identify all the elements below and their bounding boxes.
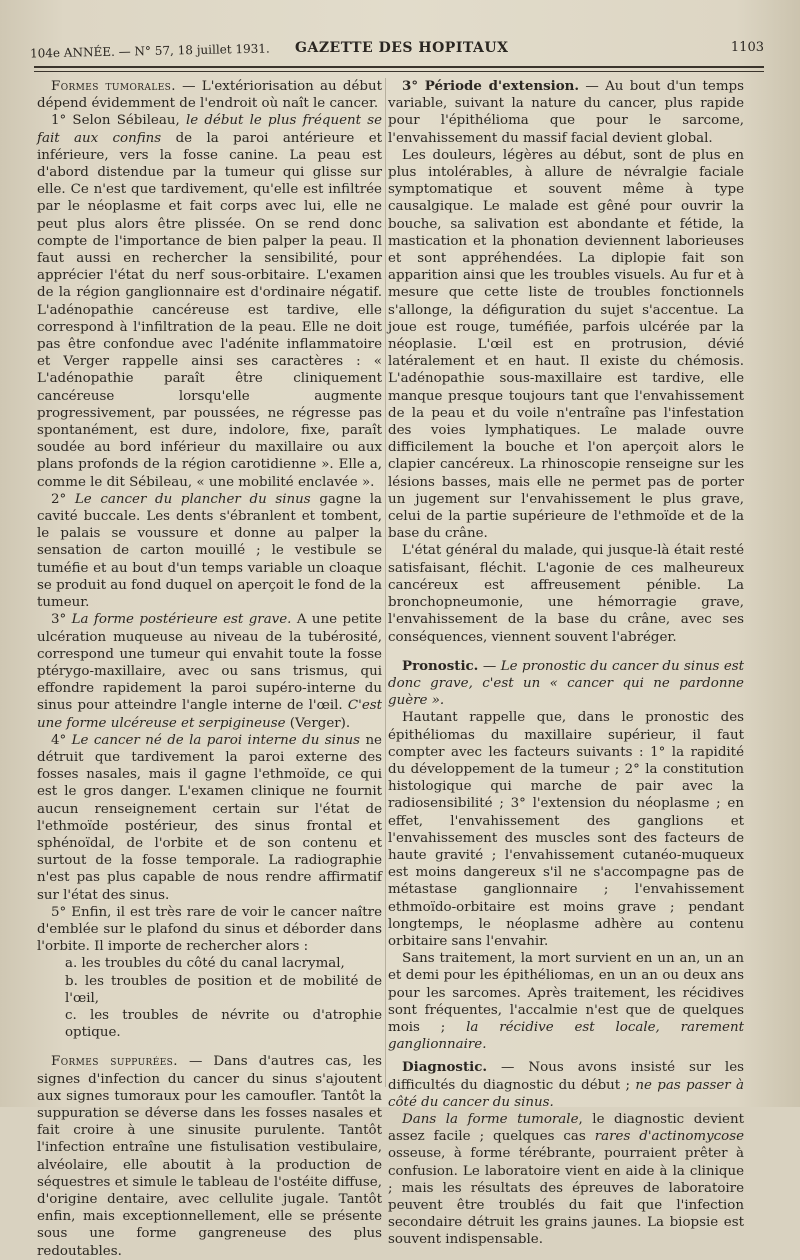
paragraph-periode-extension	[388, 78, 744, 147]
paragraph-text: ne détruit que tardivement la paroi externe des fosses nasales, mais il gagne l'ethmoïde, ce qui est le gros danger. L'examen clinique ne fournit aucun renseignement certain sur l'état de l'ethmoïde postérieur, des sinus frontal et sphénoïdal, de l'orbite et de son contenu et surtout de la fosse temporale. La radiographie n'est pas plus capable de nous rendre affirmatif sur l'état des sinus.	[37, 732, 382, 903]
italic-text: Dans la forme tumorale	[402, 1111, 579, 1127]
paragraph-diagnostic	[388, 1059, 744, 1111]
paragraph-formes-suppurees	[37, 1053, 382, 1259]
italic-text: — Le pronostic du cancer du sinus est donc grave, c'est un « cancer qui ne pardonne guère ».	[388, 658, 744, 709]
paragraph-traitement	[388, 950, 744, 1053]
paragraph-text: — Au bout d'un temps variable, suivant la nature du cancer, plus rapide pour l'épithélioma que pour le sarcome, l'envahissement du massif facial devient global.	[388, 79, 744, 146]
italic-text: Le cancer né de la paroi interne du sinus	[71, 732, 361, 748]
page-header	[30, 38, 764, 64]
paragraph-douleurs: Les douleurs, légères au début, sont de plus en plus intolérables, à allure de névralgie faciale symptomatique et souvent même à type causalgique. Le malade est gêné pour ouvrir la bouche, sa salivation est abondante et fétide, la mastication et la phonation deviennent laborieuses et sont appréhendées. La diplopie fait son apparition ainsi que les troubles visuels. Au fur et à mesure que cette liste de troubles fonctionnels s'allonge, la défiguration du sujet s'accentue. La joue est rouge, tuméfiée, parfois ulcérée par la néoplasie. L'œil est en protrusion, dévié latéralement et en haut. Il existe du chémosis. L'adénopathie sous-maxillaire est tardive, elle manque presque toujours tant que l'envahissement de la peau et du voile n'entraîne pas l'infestation des voies lymphatiques. Le malade ouvre difficilement la bouche et l'on aperçoit alors le clapier cancéreux. La rhinoscopie renseigne sur les lésions basses, mais elle ne permet pas de porter un jugement sur l'envahissement le plus grave, celui de la partie supérieure de l'ethmoïde et de la base du crâne.	[388, 147, 744, 542]
header-rule-thin	[34, 71, 764, 72]
italic-text: la récidive est locale, rarement ganglionnaire.	[388, 1019, 744, 1053]
paragraph-forme-tumorale	[388, 1111, 744, 1249]
paragraph-formes-tumorales	[37, 78, 382, 112]
paragraph-text: gagne la cavité buccale. Les dents s'ébranlent et tombent, le palais se voussure et donne au palper la sensation de carton mouillé ; le vestibule se tuméfie et au bout d'un temps variable un cloaque se produit au fond duquel on aperçoit le fond de la tumeur.	[37, 491, 382, 611]
italic-text: La forme postérieure est grave.	[71, 612, 292, 628]
paragraph-etat-general: L'état général du malade, qui jusque-là était resté satisfaisant, fléchit. L'agonie de ces malheureux cancéreux est affreusement pénible. La bronchopneumonie, une hémorragie grave, l'envahissement de la base du crâne, avec ses conséquences, viennent souvent l'abréger.	[388, 543, 744, 645]
paragraph-item-5: 5° Enfin, il est très rare de voir le cancer naître d'emblée sur le plafond du sinus et déborder dans l'orbite. Il importe de rechercher alors :	[37, 904, 382, 955]
italic-text: Le cancer du plancher du sinus	[74, 491, 311, 507]
symptom-list	[37, 955, 382, 1041]
paragraph-text: Sans traitement, la mort survient en un an, un an et demi pour les épithéliomas, en un an ou deux ans pour les sarcomes. Après traitement, les récidives sont fréquentes, l'accalmie n'est que de quelques mois ;	[388, 951, 744, 1035]
column-divider	[385, 78, 386, 1087]
paragraph-text: , le diagnostic devient assez facile ; quelques cas	[388, 1111, 744, 1145]
italic-text: rares d'actinomycose	[594, 1129, 745, 1145]
journal-title: GAZETTE DES HOPITAUX	[295, 40, 509, 56]
issue-info: 104e ANNÉE. — N° 57, 18 juillet 1931.	[29, 41, 270, 61]
paragraph-text: A une petite ulcération muqueuse au niveau de la tubérosité, correspond une tumeur qui envahit toute la fosse ptérygo-maxillaire, avec ou sans trismus, qui effondre rapidement la paroi supéro-interne du sinus pour atteindre l'angle interne de l'œil.	[37, 612, 382, 714]
paragraph-pronostic	[388, 658, 744, 710]
list-item: c. les troubles de névrite ou d'atrophie optique.	[65, 1007, 382, 1041]
paragraph-text: osseuse, à forme térébrante, pourraient prêter à confusion. Le laboratoire vient en aide à la clinique ; mais les résultats des épreuves de laboratoire peuvent être troublés du fait que l'infection secondaire détruit les grains jaunes. La biopsie est souvent indispensable.	[388, 1146, 744, 1248]
right-column	[388, 78, 744, 1249]
section-heading: Formes tumorales.	[51, 79, 176, 94]
section-heading: 3° Période d'extension.	[402, 78, 580, 94]
header-rule	[34, 66, 764, 68]
item-number: 1° Selon Sébileau,	[51, 113, 186, 129]
paragraph-text: — L'extériorisation au début dépend évidemment de l'endroit où naît le cancer.	[37, 79, 382, 112]
paragraph-item-4	[37, 732, 382, 904]
italic-text: ne pas passer à côté du cancer du sinus.	[388, 1077, 744, 1110]
paragraph-item-3	[37, 611, 382, 731]
page-number: 1103	[730, 40, 764, 55]
paragraph-text: — Nous avons insisté sur les difficultés du diagnostic du début ;	[388, 1060, 744, 1093]
section-heading: Pronostic.	[402, 657, 479, 674]
paragraph-text: — Dans d'autres cas, les signes d'infection du cancer du sinus s'ajoutent aux signes tumoraux pour les camoufler. Tantôt la suppuration se déverse dans les fosses nasales et fait croire à une sinusite purulente. Tantôt l'infection entraîne une fistulisation vestibulaire, alvéolaire, elle aboutit à la production de séquestres et simule le tableau de l'ostéite diffuse, d'origine dentaire, avec cellulite jugale. Tantôt enfin, mais exceptionnellement, elle se présente sous une forme gangreneuse des plus redoutables.	[37, 1054, 382, 1259]
section-heading: Formes suppurées.	[51, 1054, 178, 1070]
paragraph-text: (Verger).	[285, 715, 351, 731]
italic-text: C'est une forme ulcéreuse et serpigineuse	[37, 698, 382, 731]
list-item: b. les troubles de position et de mobilité de l'œil,	[65, 973, 382, 1006]
paragraph-text: de la paroi antérieure et inférieure, vers la fosse canine. La peau est d'abord distendue par la tumeur qui glisse sur elle. Ce n'est que tardivement, qu'elle est infiltrée par le néoplasme et fait corps avec lui, elle ne peut plus alors être plissée. On se rend donc compte de l'importance de bien palper la peau. Il faut aussi en rechercher la sensibilité, pour apprécier l'état du nerf sous-orbitaire. L'examen de la région ganglionnaire est d'ordinaire négatif. L'adénopathie cancéreuse est tardive, elle correspond à l'infiltration de la peau. Elle ne doit pas être confondue avec l'adénite inflammatoire et Verger rappelle ainsi ses caractères : « L'adénopathie paraît être cliniquement cancéreuse lorsqu'elle augmente progressivement, par poussées, ne régresse pas spontanément, est dure, indolore, fixe, paraît soudée au bord inférieur du maxillaire ou aux plans profonds de la région carotidienne ». Elle a, comme le dit Sébileau, « une mobilité enclavée ».	[37, 130, 382, 490]
paragraph-hautant: Hautant rappelle que, dans le pronostic des épithéliomas du maxillaire supérieur, il faut compter avec les facteurs suivants : 1° la rapidité du développement de la tumeur ; 2° la constitution histologique qui marche de pair avec la radiosensibilité ; 3° l'extension du néoplasme ; en effet, l'envahissement des ganglions et l'envahissement des muscles sont des facteurs de haute gravité ; l'envahissement cutanéo-muqueux est moins dangereux s'il ne s'accompagne pas de métastase ganglionnaire ; l'envahissement ethmoïdo-orbitaire est moins grave ; pendant longtemps, le néoplasme adhère au contenu orbitaire sans l'envahir.	[388, 710, 744, 949]
item-number: 4°	[51, 732, 72, 748]
left-column	[37, 78, 382, 1260]
item-number: 2°	[51, 491, 75, 507]
paragraph-item-1	[37, 112, 382, 490]
paragraph-item-2	[37, 491, 382, 611]
italic-text: le début le plus fréquent se fait aux confins	[37, 113, 383, 146]
list-item: a. les troubles du côté du canal lacrymal,	[65, 956, 345, 972]
item-number: 3°	[51, 612, 72, 628]
section-heading: Diagnostic.	[402, 1059, 488, 1076]
